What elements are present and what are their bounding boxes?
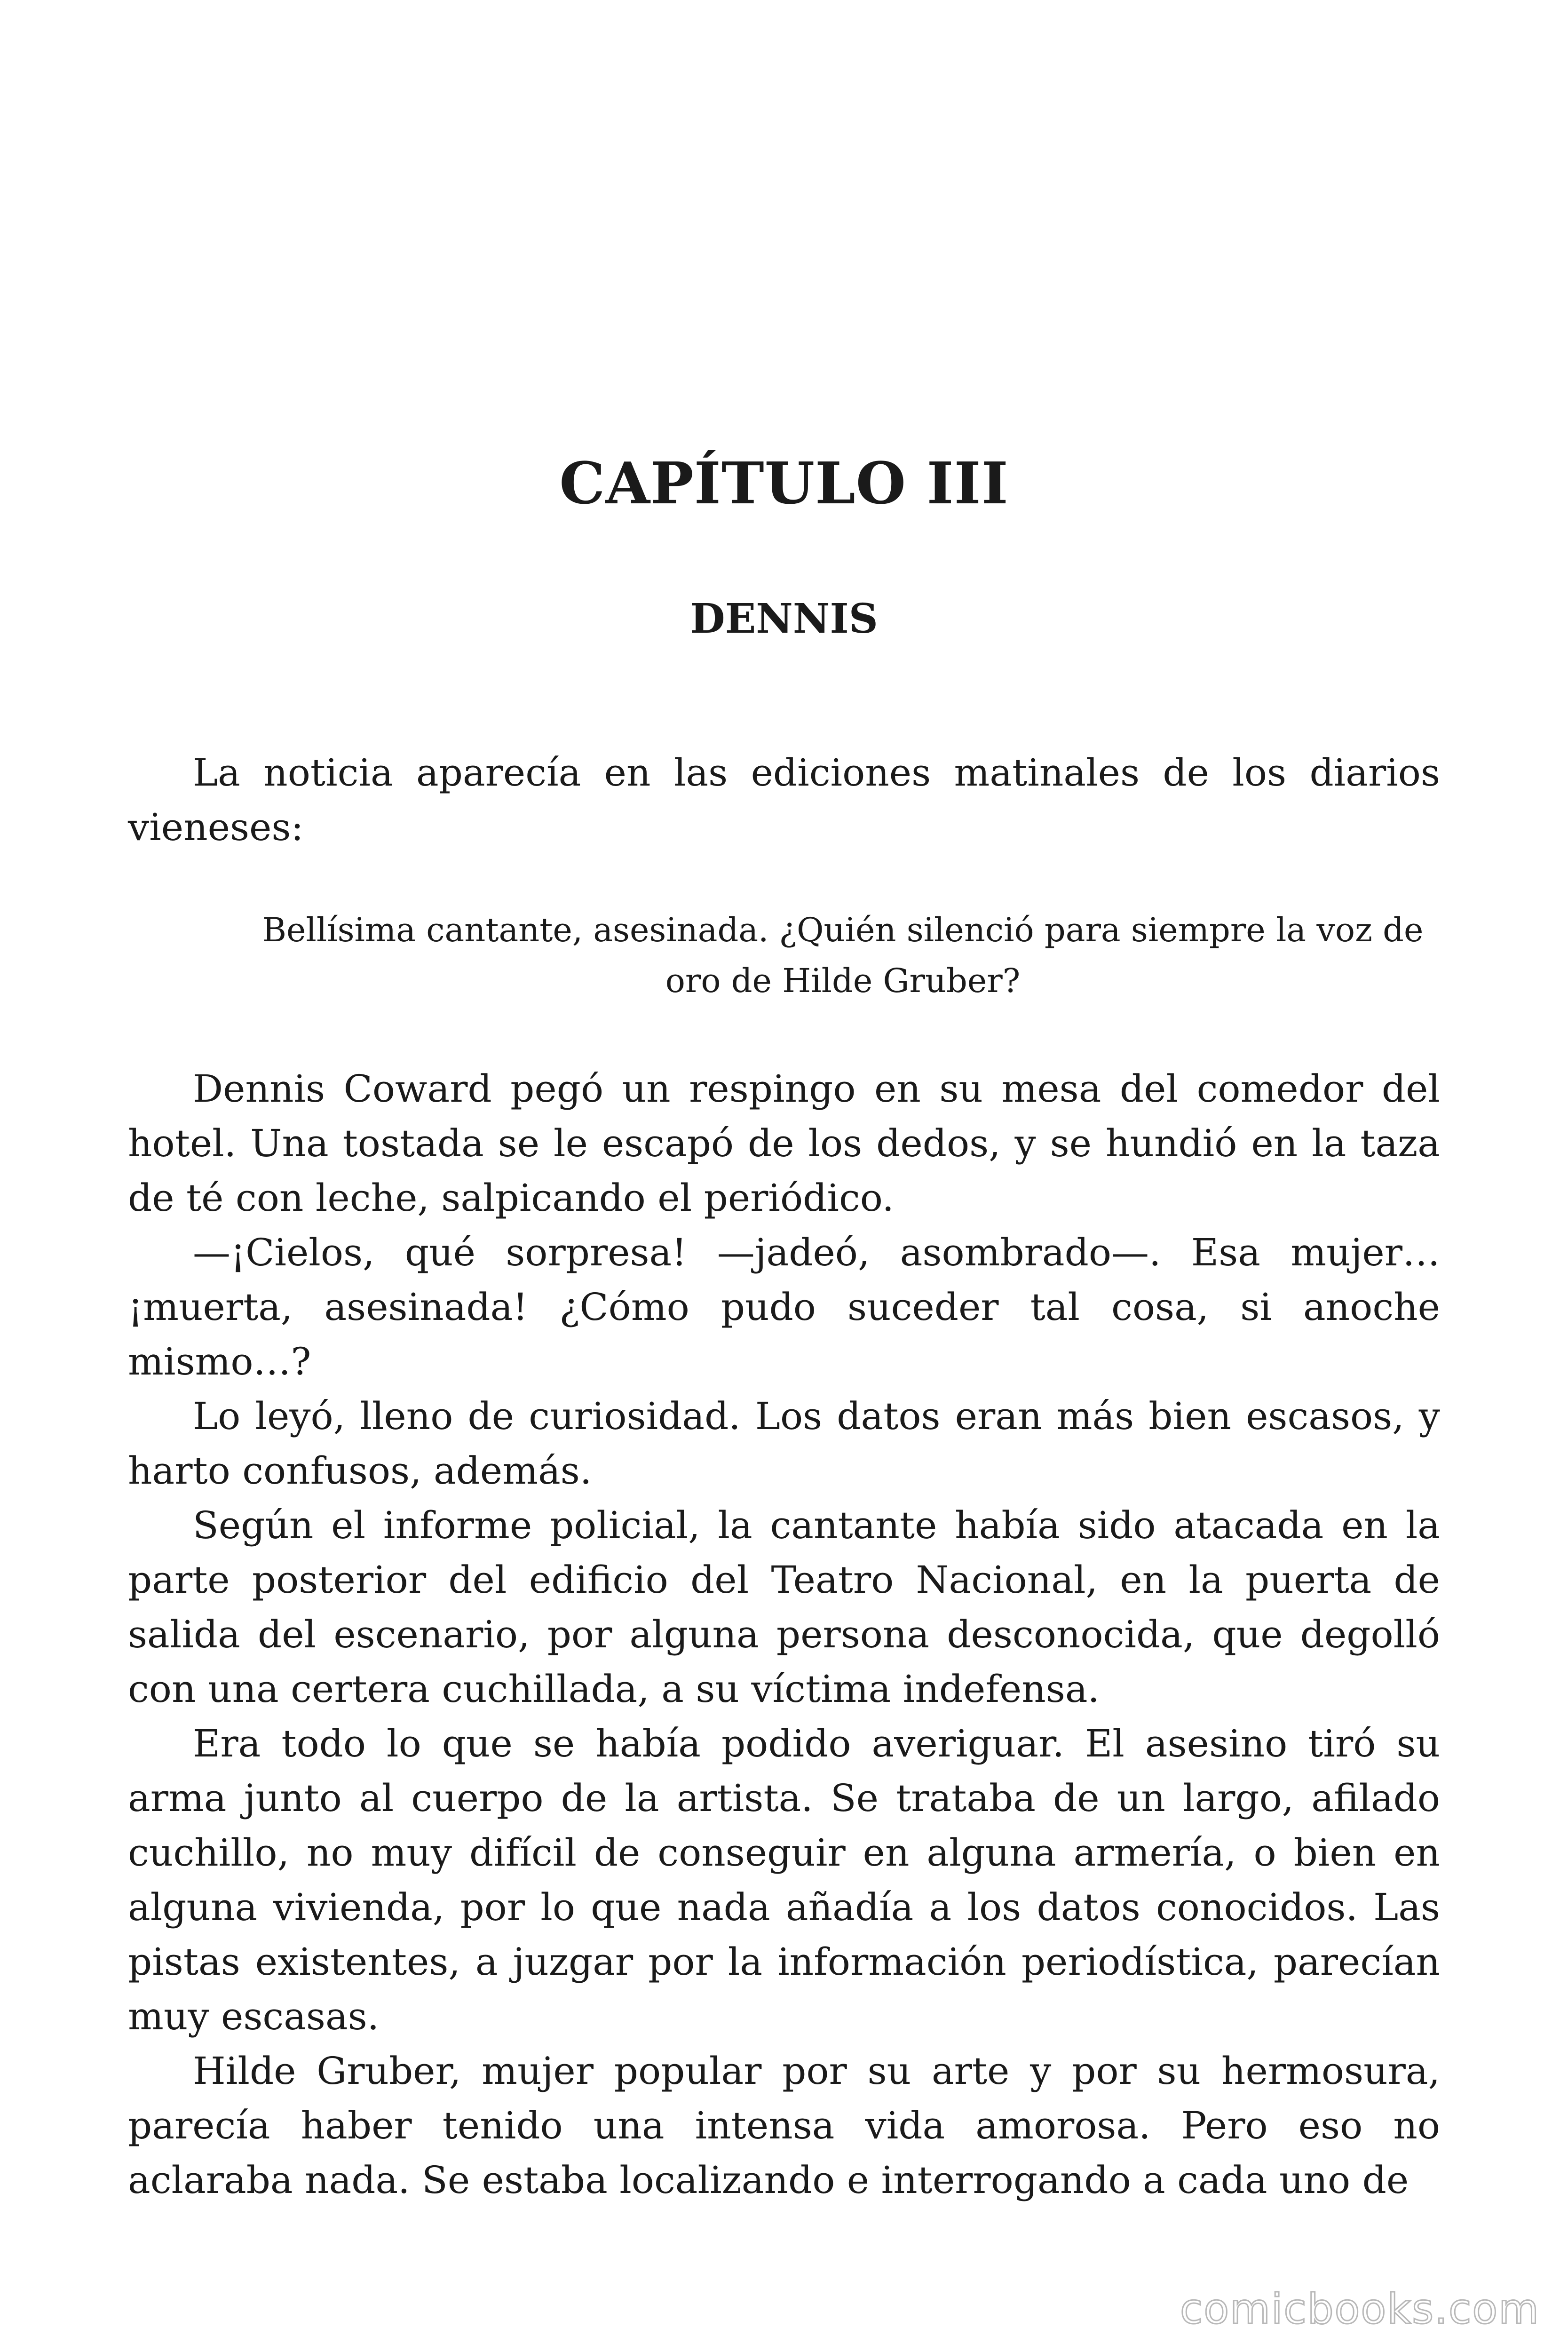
body-paragraph: Dennis Coward pegó un respingo en su mesa del comedor del hotel. Una tostada se le escapó de los dedos, y se hundió en la taza de té con leche, salpicando el periódico. [128, 1067, 1440, 1220]
watermark: comicbooks.com [1180, 2285, 1540, 2333]
chapter-subtitle: DENNIS [690, 595, 878, 643]
body-paragraph: Era todo lo que se había podido averiguar. El asesino tiró su arma junto al cuerpo de la artista. Se trataba de un largo, afilado cuchillo, no muy difícil de conseguir en alguna armería, o bien en alguna vivienda, por lo que nada añadía a los datos conocidos. Las pistas existentes, a juzgar por la información periodística, parecían muy escasas. [128, 1722, 1440, 2038]
body-paragraph: Lo leyó, lleno de curiosidad. Los datos eran más bien escasos, y harto confusos, además. [128, 1394, 1440, 1493]
newspaper-headline: Bellísima cantante, asesinada. ¿Quién silenció para siempre la voz de oro de Hilde Gruber? [262, 911, 1424, 1000]
chapter-body [128, 746, 1440, 2208]
chapter-title: CAPÍTULO III [559, 449, 1009, 517]
intro-paragraph: La noticia aparecía en las ediciones matinales de los diarios vieneses: [128, 751, 1440, 849]
body-paragraph: Según el informe policial, la cantante había sido atacada en la parte posterior del edificio del Teatro Nacional, en la puerta de salida del escenario, por alguna persona desconocida, que degolló con una certera cuchillada, a su víctima indefensa. [128, 1503, 1440, 1711]
body-paragraph: Hilde Gruber, mujer popular por su arte y por su hermosura, parecía haber tenido una intensa vida amorosa. Pero eso no aclaraba nada. Se estaba localizando e interrogando a cada uno de [128, 2049, 1440, 2202]
body-paragraph: —¡Cielos, qué sorpresa! —jadeó, asombrado—. Esa mujer… ¡muerta, asesinada! ¿Cómo pudo suceder tal cosa, si anoche mismo…? [128, 1231, 1440, 1383]
